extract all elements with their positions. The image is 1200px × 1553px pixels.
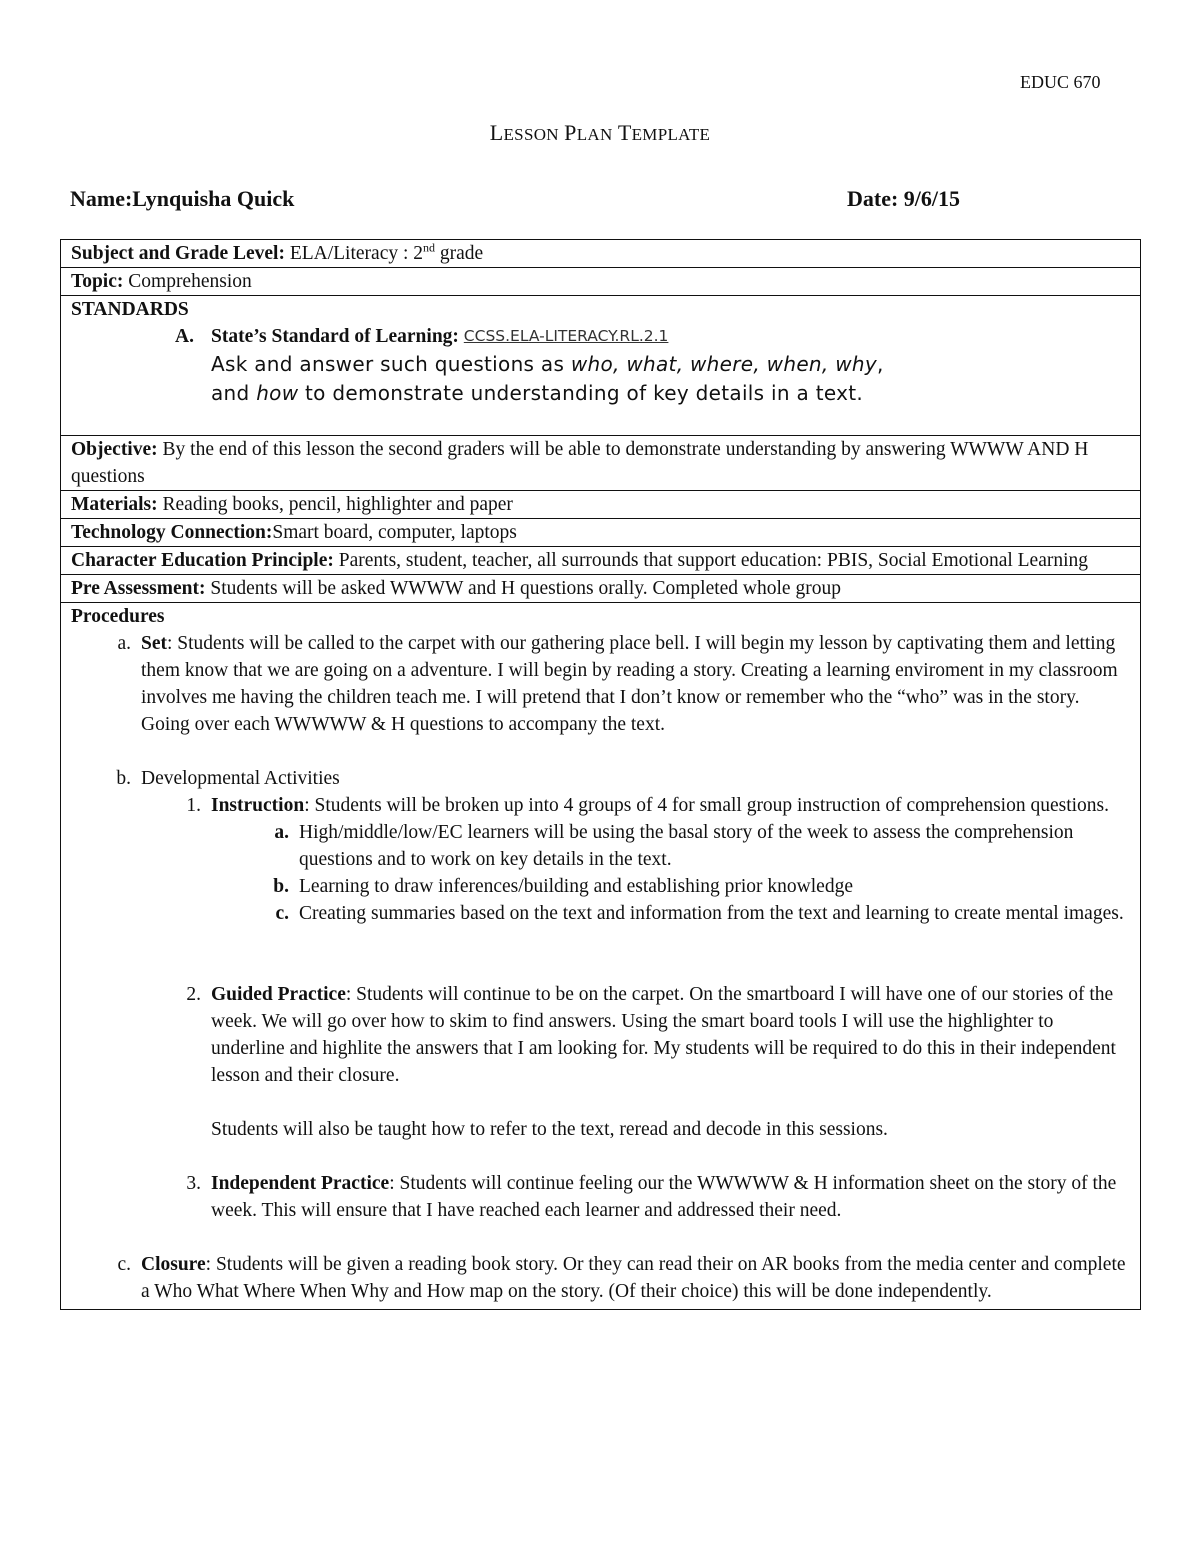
- subitem-c-marker: c.: [275, 903, 289, 924]
- developmental-marker: b.: [116, 768, 131, 789]
- preassessment-value: Students will be asked WWWW and H questions orally. Completed whole group: [205, 578, 841, 599]
- objective-row: [61, 436, 1141, 491]
- standard-code-link[interactable]: CCSS.ELA-LITERACY.RL.2.1: [463, 327, 669, 345]
- subject-after: grade: [435, 243, 484, 264]
- instruction-marker: 1.: [186, 795, 201, 816]
- technology-label: Technology Connection:: [71, 522, 273, 543]
- character-label: Character Education Principle:: [71, 550, 334, 571]
- preassessment-label: Pre Assessment:: [71, 578, 206, 599]
- instruction-text: : Students will be broken up into 4 groups of 4 for small group instruction of comprehension questions.: [304, 795, 1110, 816]
- course-code: EDUC 670: [1020, 72, 1101, 92]
- standard-description: [71, 350, 1130, 408]
- subject-value: ELA/Literacy : 2: [284, 243, 424, 264]
- title-l: L: [489, 120, 504, 145]
- subitem-c-text: Creating summaries based on the text and information from the text and learning to create mental images.: [299, 903, 1124, 924]
- objective-value: By the end of this lesson the second graders will be able to demonstrate understanding by answering WWWW AND H questions: [71, 439, 1089, 487]
- procedures-row: [61, 603, 1141, 1310]
- title-esson: ESSON: [503, 125, 559, 144]
- standard-letter: A.: [175, 326, 194, 347]
- standard-text-3: ,: [876, 352, 884, 376]
- closure-text: : Students will be given a reading book story. Or they can read their on AR books from the media center and complete a Who What Where When Why and How map on the story. (Of their choice) this will be done independently.: [141, 1254, 1126, 1302]
- independent-label: Independent Practice: [211, 1173, 390, 1194]
- procedures-label: Procedures: [71, 606, 165, 627]
- developmental-label: Developmental Activities: [141, 768, 340, 789]
- subitem-a-marker: a.: [274, 822, 289, 843]
- title-t: T: [617, 120, 632, 145]
- set-label: Set: [141, 633, 167, 654]
- standard-text-5: how: [256, 381, 299, 405]
- technology-row: [61, 519, 1141, 547]
- subitem-b-text: Learning to draw inferences/building and establishing prior knowledge: [299, 876, 853, 897]
- standards-label: STANDARDS: [71, 299, 189, 320]
- instruction-subitem-b: [71, 873, 1130, 900]
- set-marker: a.: [117, 633, 131, 654]
- subject-row: [61, 240, 1141, 268]
- instruction-label: Instruction: [211, 795, 305, 816]
- character-value: Parents, student, teacher, all surrounds that support education: PBIS, Social Emotional Learning: [333, 550, 1089, 571]
- procedure-set: [71, 630, 1130, 738]
- lesson-date: Date: 9/6/15: [847, 186, 961, 211]
- closure-label: Closure: [141, 1254, 206, 1275]
- instruction-subitem-a: [71, 819, 1130, 873]
- lesson-plan-table: [60, 239, 1141, 1310]
- instruction-subitem-c: [71, 900, 1130, 927]
- closure-marker: c.: [117, 1254, 131, 1275]
- objective-label: Objective:: [71, 439, 158, 460]
- title-lan: LAN: [576, 125, 613, 144]
- guided-marker: 2.: [186, 984, 201, 1005]
- procedure-developmental: [71, 765, 1130, 792]
- procedure-closure: [71, 1251, 1130, 1305]
- subitem-a-text: High/middle/low/EC learners will be using the basal story of the week to assess the comprehension questions and to work on key details in the text.: [299, 822, 1074, 870]
- standard-text-1: Ask and answer such questions as: [211, 352, 571, 376]
- guided-label: Guided Practice: [211, 984, 346, 1005]
- guided-text: : Students will continue to be on the carpet. On the smartboard I will have one of our stories of the week. We will go over how to skim to find answers. Using the smart board tools I will use the highlighter to underline and highlite the answers that I am looking for. My students will be required to do this in their independent lesson and their closure.: [211, 984, 1116, 1086]
- standard-text-6: to demonstrate understanding of key details in a text.: [298, 381, 864, 405]
- guided-text-2: Students will also be taught how to refer to the text, reread and decode in this sessions.: [211, 1119, 888, 1140]
- standards-row: [61, 296, 1141, 436]
- standard-text-2: who, what, where, when, why: [570, 352, 877, 376]
- standard-item: [175, 323, 1130, 350]
- topic-row: [61, 268, 1141, 296]
- topic-label: Topic:: [71, 271, 124, 292]
- materials-row: [61, 491, 1141, 519]
- materials-value: Reading books, pencil, highlighter and paper: [157, 494, 513, 515]
- character-row: [61, 547, 1141, 575]
- standard-label: State’s Standard of Learning:: [211, 326, 459, 347]
- materials-label: Materials:: [71, 494, 158, 515]
- title-p: P: [564, 120, 577, 145]
- procedure-independent-practice: [71, 1170, 1130, 1224]
- independent-text: : Students will continue feeling our the WWWWW & H information sheet on the story of the week. This will ensure that I have reached each learner and addressed their need.: [211, 1173, 1117, 1221]
- set-text: : Students will be called to the carpet with our gathering place bell. I will begin my lesson by captivating them and letting them know that we are going on a adventure. I will begin by reading a story. Creating a learning enviroment in my classroom involves me having the children teach me. I will pretend that I don’t know or remember who the “who” was in the story. Going over each WWWWW & H questions to accompany the text.: [141, 633, 1118, 735]
- independent-marker: 3.: [186, 1173, 201, 1194]
- document-title: [0, 120, 1200, 146]
- subitem-b-marker: b.: [273, 876, 289, 897]
- teacher-name: Name:Lynquisha Quick: [70, 186, 295, 211]
- title-emplate: EMPLATE: [631, 125, 711, 144]
- technology-value: Smart board, computer, laptops: [272, 522, 517, 543]
- subject-label: Subject and Grade Level:: [71, 243, 285, 264]
- procedure-instruction: [71, 792, 1130, 819]
- preassessment-row: [61, 575, 1141, 603]
- standard-text-4: and: [211, 381, 257, 405]
- subject-sup: nd: [423, 240, 436, 255]
- topic-value: Comprehension: [123, 271, 252, 292]
- procedure-guided-practice: [71, 981, 1130, 1143]
